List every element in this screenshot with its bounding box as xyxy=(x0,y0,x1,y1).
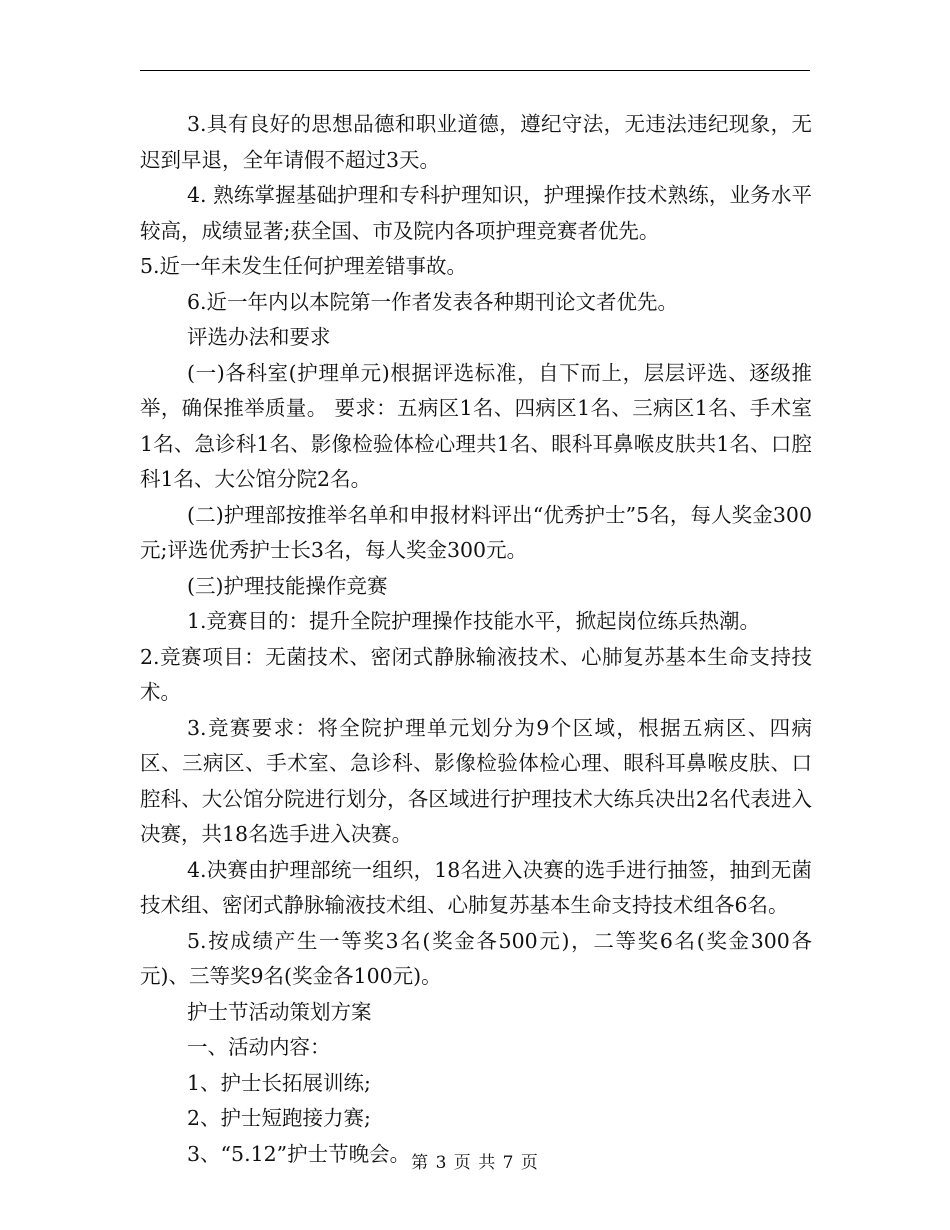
paragraph: (一)各科室(护理单元)根据评选标准，自下而上，层层评选、逐级推举，确保推举质量。 要求：五病区1名、四病区1名、三病区1名、手术室1名、急诊科1名、影像检验体检心理共1名、眼科耳鼻喉皮肤共1名、口腔科1名、大公馆分院2名。 xyxy=(140,360,812,491)
paragraph: (二)护理部按推举名单和申报材料评出“优秀护士”5名，每人奖金300元;评选优秀护士长3名，每人奖金300元。 xyxy=(140,502,812,562)
section-heading: 评选办法和要求 xyxy=(187,325,331,349)
header-rule xyxy=(140,70,810,71)
section-heading: (三)护理技能操作竞赛 xyxy=(187,573,388,598)
paragraph: 4. 熟练掌握基础护理和专科护理知识，护理操作技术熟练，业务水平较高，成绩显著;获全国、市及院内各项护理竞赛者优先。 xyxy=(140,183,812,243)
list-item: 3、“5.12”护士节晚会。 xyxy=(187,1141,411,1166)
paragraph: 3.竞赛要求：将全院护理单元划分为9个区域，根据五病区、四病区、三病区、手术室、急诊科、影像检验体检心理、眼科耳鼻喉皮肤、口腔科、大公馆分院进行划分，各区域进行护理技术大练兵决出2名代表进入决赛，共18名选手进入决赛。 xyxy=(140,715,812,846)
paragraph: 3.具有良好的思想品德和职业道德，遵纪守法，无违法违纪现象，无迟到早退，全年请假不超过3天。 xyxy=(140,112,812,172)
paragraph: 1.竞赛目的：提升全院护理操作技能水平，掀起岗位练兵热潮。 xyxy=(187,609,761,633)
list-heading: 一、活动内容： xyxy=(187,1035,331,1059)
document-body xyxy=(140,107,812,1172)
paragraph: 2.竞赛项目：无菌技术、密闭式静脉输液技术、心肺复苏基本生命支持技术。 xyxy=(140,644,812,704)
paragraph: 5.按成绩产生一等奖3名(奖金各500元)，二等奖6名(奖金300各元)、三等奖9名(奖金各100元)。 xyxy=(140,928,812,988)
paragraph: 5.近一年未发生任何护理差错事故。 xyxy=(140,254,468,278)
section-heading: 护士节活动策划方案 xyxy=(187,999,372,1024)
page-number: 第 3 页 共 7 页 xyxy=(411,1153,539,1173)
list-item: 2、护士短跑接力赛; xyxy=(187,1106,371,1130)
list-item: 1、护士长拓展训练; xyxy=(187,1070,371,1095)
paragraph: 6.近一年内以本院第一作者发表各种期刊论文者优先。 xyxy=(187,289,679,314)
paragraph: 4.决赛由护理部统一组织，18名进入决赛的选手进行抽签，抽到无菌技术组、密闭式静脉输液技术组、心肺复苏基本生命支持技术组各6名。 xyxy=(140,857,812,917)
